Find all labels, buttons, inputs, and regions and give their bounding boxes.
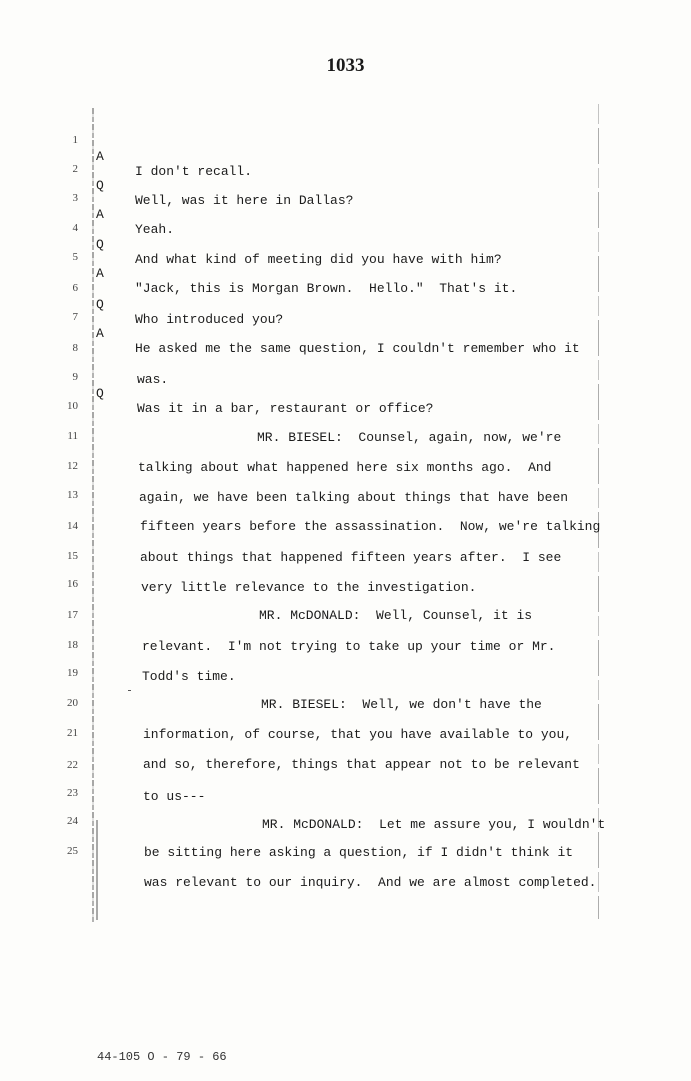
line-number: 9	[72, 371, 78, 383]
line-text: MR. McDONALD: Let me assure you, I wouldn't	[262, 817, 606, 832]
line-text: be sitting here asking a question, if I didn't think it	[144, 845, 574, 860]
transcript-line	[0, 119, 691, 179]
line-text: information, of course, that you have available to you,	[143, 727, 573, 742]
speaker-label: A	[96, 149, 104, 164]
line-text: again, we have been talking about things that have been	[139, 490, 569, 505]
line-number: 25	[67, 845, 78, 857]
page-number: 1033	[326, 55, 365, 76]
line-text: very little relevance to the investigation.	[141, 580, 477, 595]
speaker-label: Q	[96, 237, 104, 252]
line-number: 17	[67, 609, 78, 621]
line-text: MR. BIESEL: Counsel, again, now, we're	[257, 430, 562, 445]
footer-print-code: 44-105 O - 79 - 66	[97, 1050, 227, 1064]
line-number: 20	[67, 697, 78, 709]
speaker-label: Q	[96, 178, 104, 193]
line-number: 14	[67, 520, 78, 532]
line-number: 24	[67, 815, 78, 827]
line-number: 5	[72, 251, 78, 263]
line-text: and so, therefore, things that appear not to be relevant	[143, 757, 580, 772]
line-text: He asked me the same question, I couldn't remember who it	[135, 341, 580, 356]
transcript-line	[0, 267, 691, 327]
line-text: Yeah.	[135, 222, 175, 237]
transcript-line	[0, 327, 691, 387]
line-text: Well, was it here in Dallas?	[135, 193, 354, 208]
line-text: "Jack, this is Morgan Brown. Hello." That's it.	[135, 281, 518, 296]
line-text: to us---	[143, 789, 206, 804]
line-number: 7	[72, 311, 78, 323]
line-text: was.	[137, 372, 169, 387]
line-text: Who introduced you?	[135, 312, 284, 327]
line-text: MR. McDONALD: Well, Counsel, it is	[259, 608, 533, 623]
line-text: relevant. I'm not trying to take up your time or Mr.	[142, 639, 556, 654]
line-number: 4	[72, 222, 78, 234]
speaker-label: Q	[96, 297, 104, 312]
line-number: 1	[72, 134, 78, 146]
line-text: Todd's time.	[142, 669, 236, 684]
line-text: And what kind of meeting did you have with him?	[135, 252, 502, 267]
line-number: 10	[67, 400, 78, 412]
line-number: 16	[67, 578, 78, 590]
margin-mark	[128, 690, 131, 691]
line-text: was relevant to our inquiry. And we are almost completed.	[144, 875, 597, 890]
line-number: 23	[67, 787, 78, 799]
line-number: 6	[72, 282, 78, 294]
line-number: 19	[67, 667, 78, 679]
line-number: 2	[72, 163, 78, 175]
line-number: 22	[67, 759, 78, 771]
line-number: 15	[67, 550, 78, 562]
speaker-label: A	[96, 266, 104, 281]
line-number: 3	[72, 192, 78, 204]
line-number: 18	[67, 639, 78, 651]
line-number: 12	[67, 460, 78, 472]
line-text: I don't recall.	[135, 164, 253, 179]
line-text: about things that happened fifteen years after. I see	[140, 550, 562, 565]
speaker-label: A	[96, 326, 104, 341]
speaker-label: Q	[96, 386, 104, 401]
line-text: MR. BIESEL: Well, we don't have the	[261, 697, 542, 712]
line-number: 21	[67, 727, 78, 739]
line-number: 11	[67, 430, 78, 442]
line-number: 8	[72, 342, 78, 354]
line-text: Was it in a bar, restaurant or office?	[137, 401, 434, 416]
line-text: fifteen years before the assassination. Now, we're talking	[140, 519, 601, 534]
line-text: talking about what happened here six months ago. And	[138, 460, 552, 475]
line-number: 13	[67, 489, 78, 501]
speaker-label: A	[96, 207, 104, 222]
